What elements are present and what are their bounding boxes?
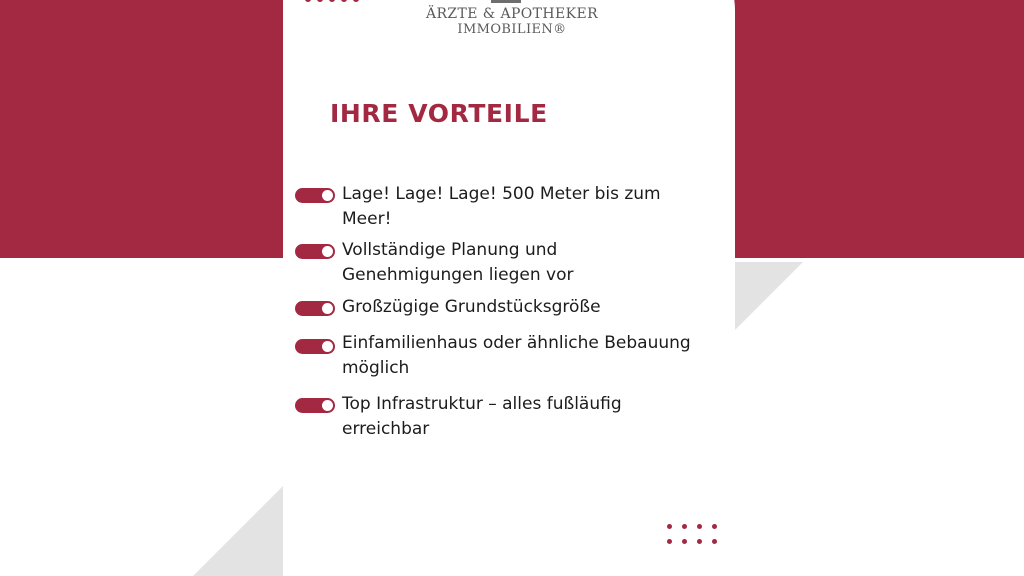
decor-triangle-left: [193, 486, 283, 576]
dot-grid-icon: [664, 521, 724, 549]
toggle-icon: [295, 398, 335, 413]
logo-icon: [491, 0, 521, 3]
benefit-text: [342, 295, 720, 320]
benefit-text: [342, 392, 720, 442]
benefit-text: [342, 331, 720, 381]
dot: [667, 539, 672, 544]
benefit-line1: Großzügige Grundstücksgröße: [342, 297, 601, 317]
benefit-line1: Vollständige Planung und: [342, 240, 558, 260]
benefit-line1: Einfamilienhaus oder ähnliche Bebauung: [342, 333, 691, 353]
benefit-line2: Meer!: [342, 209, 392, 229]
dot: [667, 524, 672, 529]
toggle-icon: [295, 188, 335, 203]
decor-triangle-right: [733, 262, 803, 332]
brand-name-line2: IMMOBILIEN®: [457, 22, 567, 37]
toggle-icon: [295, 244, 335, 259]
page-title: IHRE VORTEILE: [330, 99, 548, 128]
dot: [697, 539, 702, 544]
brand-name-line1: ÄRZTE & APOTHEKER: [425, 6, 599, 22]
benefit-line1: Top Infrastruktur – alles fußläufig: [342, 394, 622, 414]
benefit-line2: Genehmigungen liegen vor: [342, 265, 574, 285]
benefit-line2: möglich: [342, 358, 410, 378]
toggle-icon: [295, 301, 335, 316]
dot: [712, 539, 717, 544]
toggle-icon: [295, 339, 335, 354]
dot: [697, 524, 702, 529]
content-card: [283, 0, 735, 576]
benefit-line2: erreichbar: [342, 419, 430, 439]
dot: [682, 524, 687, 529]
benefit-line1: Lage! Lage! Lage! 500 Meter bis zum: [342, 184, 661, 204]
dot: [712, 524, 717, 529]
benefit-text: [342, 182, 720, 232]
dot: [682, 539, 687, 544]
benefit-text: [342, 238, 720, 288]
